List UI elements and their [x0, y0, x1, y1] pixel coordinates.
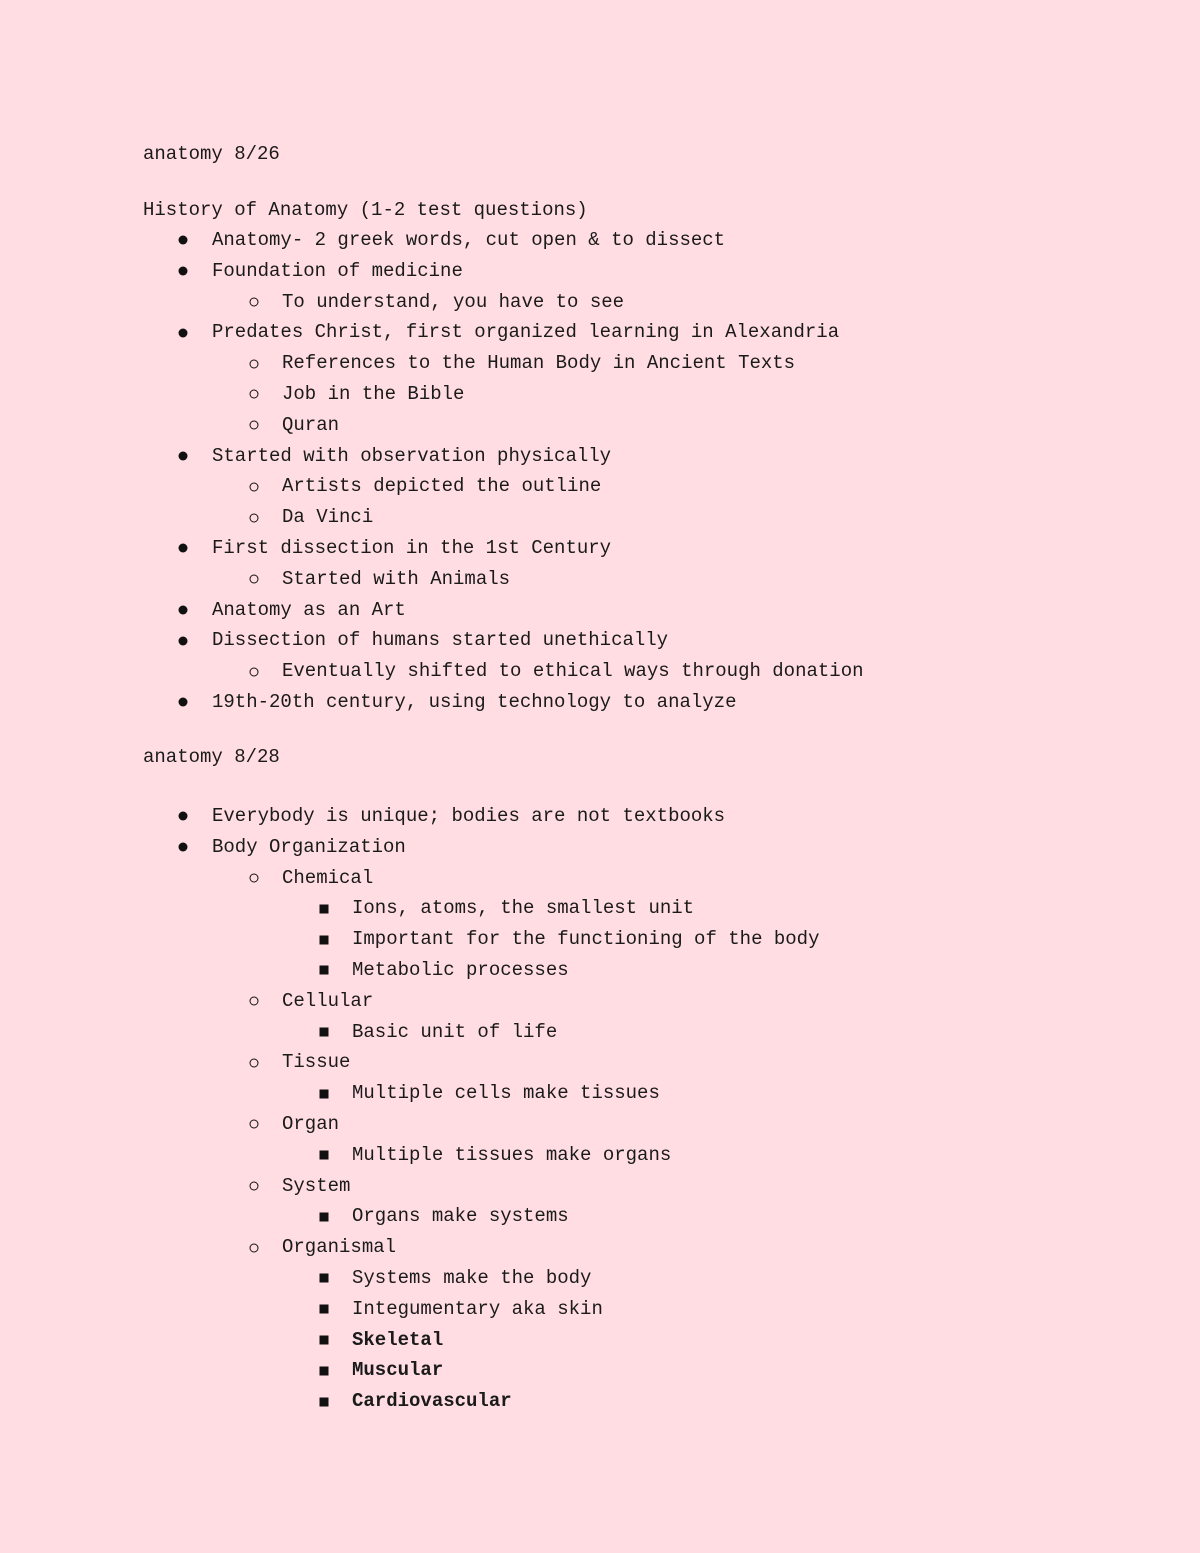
list-item-text: Organ [282, 1112, 340, 1135]
list-item [0, 1109, 819, 1140]
date-heading-2: anatomy 8/28 [143, 746, 280, 768]
filled-square-bullet-icon [320, 1335, 329, 1344]
list-item [0, 863, 819, 894]
list-item-text: Predates Christ, first organized learning in Alexandria [212, 321, 840, 344]
list-item-text: Artists depicted the outline [282, 475, 602, 498]
list-item-text: Job in the Bible [282, 382, 465, 405]
filled-square-bullet-icon [320, 935, 329, 944]
body-organization-notes-list [0, 801, 819, 1417]
list-item [0, 348, 864, 379]
list-item [0, 1078, 819, 1109]
hollow-circle-bullet-icon [250, 667, 259, 676]
list-item [0, 801, 819, 832]
list-item [0, 502, 864, 533]
hollow-circle-bullet-icon [250, 297, 259, 306]
list-item [0, 625, 864, 656]
list-item-text: First dissection in the 1st Century [212, 536, 612, 559]
list-item [0, 1263, 819, 1294]
hollow-circle-bullet-icon [250, 421, 259, 430]
list-item-text: Everybody is unique; bodies are not textbooks [212, 805, 726, 827]
list-item-text: Skeletal [352, 1328, 444, 1351]
filled-square-bullet-icon [320, 1397, 329, 1406]
filled-square-bullet-icon [320, 1089, 329, 1098]
list-item-text: Anatomy as an Art [212, 598, 406, 621]
list-item [0, 924, 819, 955]
list-item [0, 955, 819, 986]
list-item-text: Integumentary aka skin [352, 1297, 603, 1320]
list-item [0, 225, 864, 256]
filled-circle-bullet-icon [179, 698, 188, 707]
list-item [0, 1325, 819, 1356]
list-item-text: System [282, 1174, 351, 1197]
list-item [0, 1355, 819, 1386]
list-item [0, 595, 864, 626]
filled-square-bullet-icon [320, 1151, 329, 1160]
list-item-text: Anatomy- 2 greek words, cut open & to dissect [212, 229, 726, 251]
list-item [0, 564, 864, 595]
list-item [0, 1386, 819, 1417]
list-item-text: Muscular [352, 1359, 444, 1382]
filled-square-bullet-icon [320, 1274, 329, 1283]
hollow-circle-bullet-icon [250, 1058, 259, 1067]
list-item [0, 410, 864, 441]
history-notes-list [0, 225, 864, 718]
list-item [0, 656, 864, 687]
hollow-circle-bullet-icon [250, 359, 259, 368]
list-item-text: Multiple tissues make organs [352, 1143, 672, 1166]
filled-circle-bullet-icon [179, 544, 188, 553]
list-item [0, 986, 819, 1017]
filled-circle-bullet-icon [179, 812, 188, 821]
list-item-text: Foundation of medicine [212, 259, 463, 282]
list-item [0, 1171, 819, 1202]
hollow-circle-bullet-icon [250, 575, 259, 584]
list-item-text: Eventually shifted to ethical ways through donation [282, 660, 864, 683]
hollow-circle-bullet-icon [250, 1120, 259, 1129]
list-item-text: Ions, atoms, the smallest unit [352, 897, 695, 920]
list-item-text: Quran [282, 413, 340, 436]
list-item-text: Started with Animals [282, 567, 511, 590]
filled-circle-bullet-icon [179, 267, 188, 276]
filled-square-bullet-icon [320, 904, 329, 913]
filled-square-bullet-icon [320, 1027, 329, 1036]
filled-square-bullet-icon [320, 1305, 329, 1314]
list-item-text: To understand, you have to see [282, 290, 625, 313]
filled-square-bullet-icon [320, 1366, 329, 1375]
list-item-text: Metabolic processes [352, 958, 569, 981]
list-item [0, 1017, 819, 1048]
list-item-text: Important for the functioning of the body [352, 928, 820, 951]
list-item [0, 1232, 819, 1263]
filled-circle-bullet-icon [179, 843, 188, 852]
hollow-circle-bullet-icon [250, 482, 259, 491]
filled-circle-bullet-icon [179, 236, 188, 245]
filled-circle-bullet-icon [179, 636, 188, 645]
list-item-text: Da Vinci [282, 506, 374, 529]
list-item [0, 441, 864, 472]
list-item [0, 471, 864, 502]
hollow-circle-bullet-icon [250, 390, 259, 399]
list-item-text: Multiple cells make tissues [352, 1082, 660, 1105]
list-item-text: References to the Human Body in Ancient Texts [282, 352, 796, 375]
list-item-text: Started with observation physically [212, 444, 612, 467]
list-item [0, 256, 864, 287]
list-item-text: Systems make the body [352, 1266, 592, 1289]
filled-circle-bullet-icon [179, 451, 188, 460]
list-item-text: Cardiovascular [352, 1390, 512, 1413]
hollow-circle-bullet-icon [250, 997, 259, 1006]
list-item [0, 287, 864, 318]
list-item-text: Organs make systems [352, 1205, 569, 1228]
list-item [0, 1140, 819, 1171]
list-item-text: Dissection of humans started unethically [212, 629, 669, 652]
list-item [0, 1201, 819, 1232]
list-item [0, 533, 864, 564]
list-item-text: Basic unit of life [352, 1020, 558, 1043]
list-item-text: Organismal [282, 1236, 397, 1259]
hollow-circle-bullet-icon [250, 513, 259, 522]
list-item-text: Chemical [282, 866, 374, 889]
filled-square-bullet-icon [320, 1212, 329, 1221]
list-item [0, 687, 864, 718]
list-item-text: Body Organization [212, 835, 406, 858]
list-item [0, 832, 819, 863]
hollow-circle-bullet-icon [250, 873, 259, 882]
list-item [0, 379, 864, 410]
list-item [0, 1294, 819, 1325]
hollow-circle-bullet-icon [250, 1243, 259, 1252]
date-heading-1: anatomy 8/26 [143, 143, 280, 165]
filled-circle-bullet-icon [179, 328, 188, 337]
hollow-circle-bullet-icon [250, 1181, 259, 1190]
section-title-history: History of Anatomy (1-2 test questions) [143, 199, 588, 221]
list-item-text: 19th-20th century, using technology to analyze [212, 690, 737, 713]
list-item [0, 317, 864, 348]
list-item [0, 893, 819, 924]
list-item-text: Cellular [282, 989, 374, 1012]
filled-circle-bullet-icon [179, 605, 188, 614]
list-item-text: Tissue [282, 1051, 351, 1074]
list-item [0, 1047, 819, 1078]
filled-square-bullet-icon [320, 966, 329, 975]
